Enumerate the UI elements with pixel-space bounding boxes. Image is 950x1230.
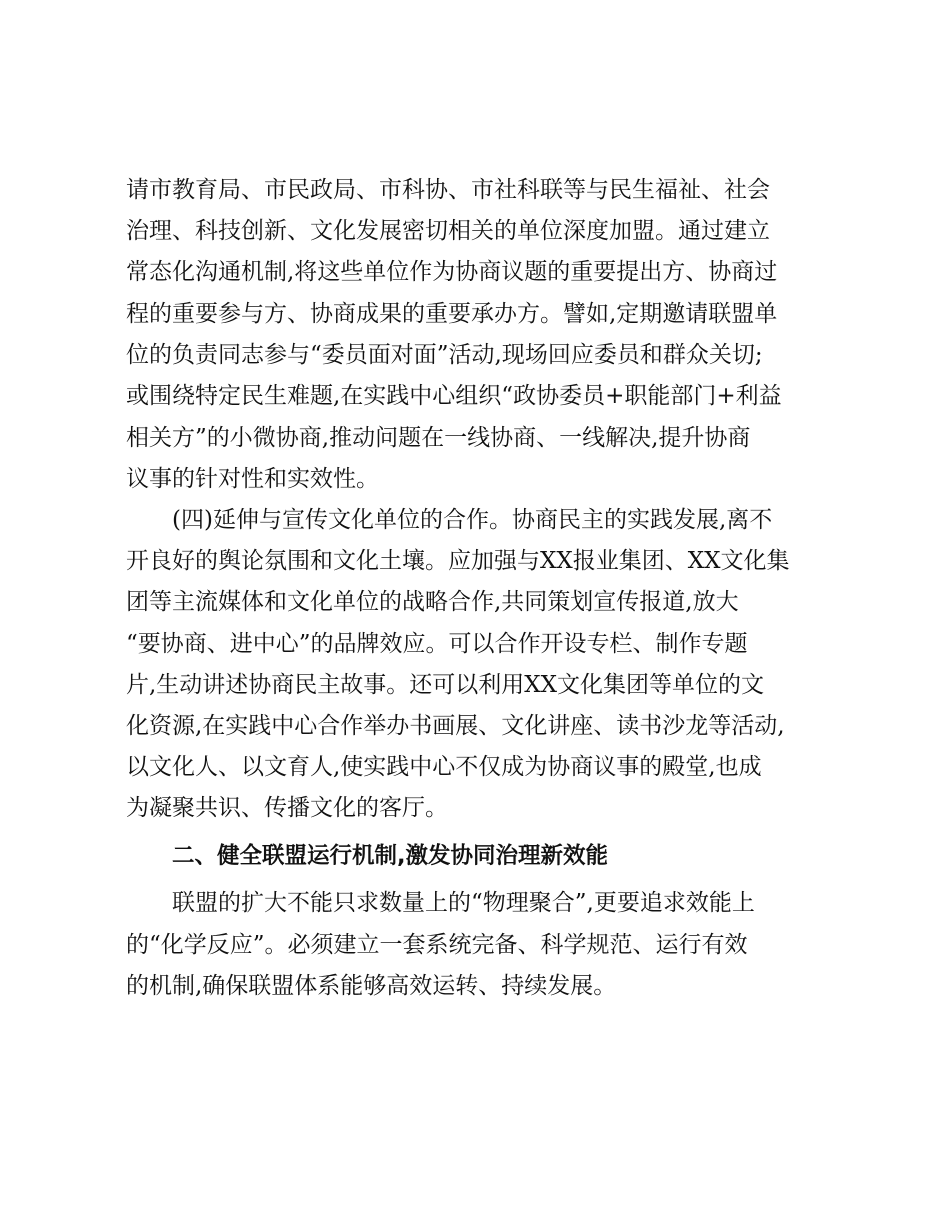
paragraph-line: 联盟的扩大不能只求数量上的“物理聚合”,更要追求效能上 (172, 890, 755, 916)
paragraph-line: 位的负责同志参与“委员面对面”活动,现场回应委员和群众关切; (126, 342, 763, 368)
section-heading: 二、健全联盟运行机制,激发协同治理新效能 (172, 843, 609, 869)
paragraph-line: 开良好的舆论氛围和文化土壤。应加强与XX报业集团、XX文化集 (126, 548, 790, 574)
paragraph-line: 或围绕特定民生难题,在实践中心组织“政协委员+职能部门+利益 (126, 383, 782, 409)
paragraph-line: “要协商、进中心”的品牌效应。可以合作开设专栏、制作专题 (126, 631, 748, 657)
paragraph-line: 以文化人、以文育人,使实践中心不仅成为协商议事的殿堂,也成 (126, 754, 762, 780)
paragraph-line: 请市教育局、市民政局、市科协、市社科联等与民生福祉、社会 (126, 177, 770, 203)
paragraph-line: 的“化学反应”。必须建立一套系统完备、科学规范、运行有效 (126, 932, 748, 958)
paragraph-line: 相关方”的小微协商,推动问题在一线协商、一线解决,提升协商 (126, 425, 751, 451)
paragraph-line: 为凝聚共识、传播文化的客厅。 (126, 795, 448, 821)
paragraph-line: 的机制,确保联盟体系能够高效运转、持续发展。 (126, 973, 617, 999)
paragraph-line: 议事的针对性和实效性。 (126, 466, 379, 492)
paragraph-line: 片,生动讲述协商民主故事。还可以利用XX文化集团等单位的文 (126, 672, 765, 698)
paragraph-line: 团等主流媒体和文化单位的战略合作,共同策划宣传报道,放大 (126, 589, 739, 615)
paragraph-line: 程的重要参与方、协商成果的重要承办方。譬如,定期邀请联盟单 (126, 301, 778, 327)
section-four-heading-line: (四)延伸与宣传文化单位的合作。协商民主的实践发展,离不 (172, 507, 773, 533)
paragraph-line: 常态化沟通机制,将这些单位作为协商议题的重要提出方、协商过 (126, 259, 778, 285)
paragraph-line: 化资源,在实践中心合作举办书画展、文化讲座、读书沙龙等活动, (126, 713, 785, 739)
paragraph-line: 治理、科技创新、文化发展密切相关的单位深度加盟。通过建立 (126, 218, 770, 244)
